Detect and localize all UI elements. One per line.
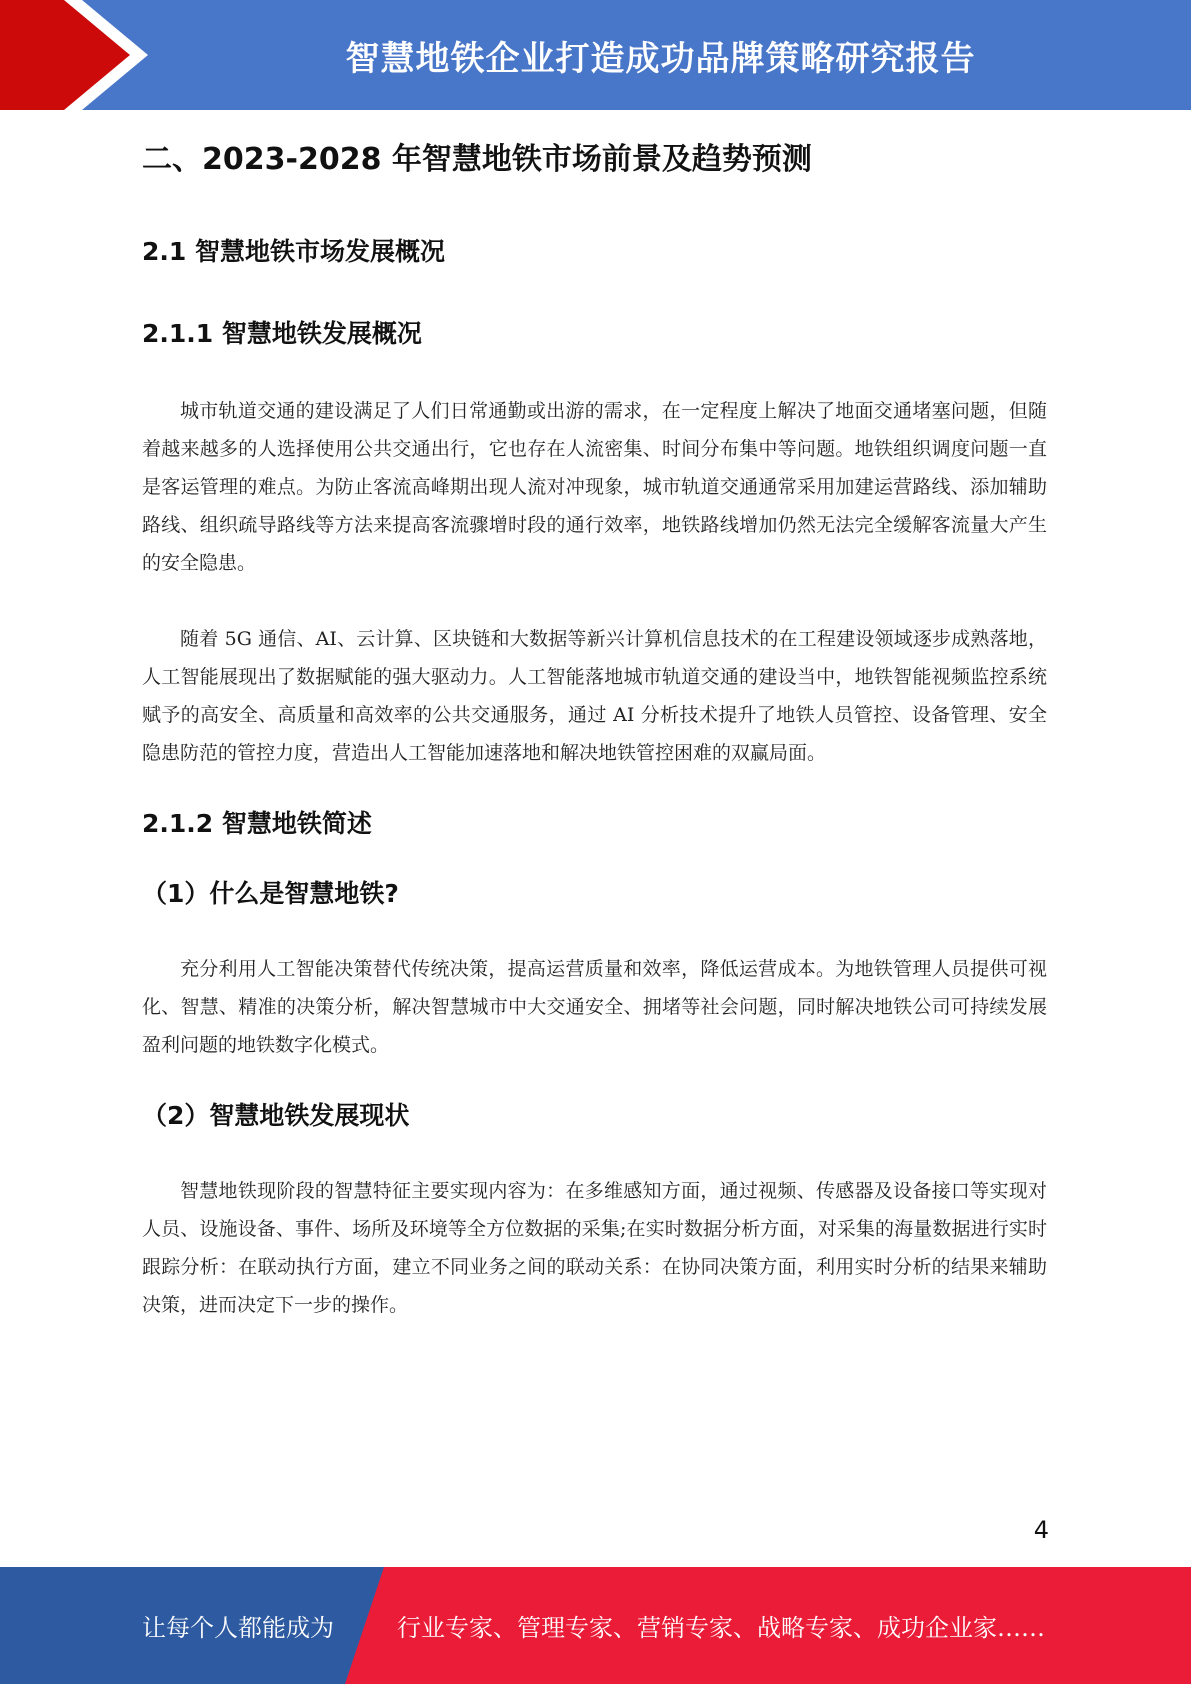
page-number: 4: [1033, 1516, 1049, 1544]
paragraph-1: 城市轨道交通的建设满足了人们日常通勤或出游的需求，在一定程度上解决了地面交通堵塞问题，但随着越来越多的人选择使用公共交通出行，它也存在人流密集、时间分布集中等问题。地铁组织调度问题一直是客运管理的难点。为防止客流高峰期出现人流对冲现象，城市轨道交通通常采用加建运营路线、添加辅助路线、组织疏导路线等方法来提高客流骤增时段的通行效率，地铁路线增加仍然无法完全缓解客流量大产生的安全隐患。: [142, 400, 1047, 574]
document-body: [142, 130, 1047, 1324]
footer-slogan-right: 行业专家、管理专家、营销专家、战略专家、成功企业家……: [397, 1614, 1045, 1642]
paragraph-3: 充分利用人工智能决策替代传统决策，提高运营质量和效率，降低运营成本。为地铁管理人员提供可视化、智慧、精准的决策分析，解决智慧城市中大交通安全、拥堵等社会问题，同时解决地铁公司可持续发展盈利问题的地铁数字化模式。: [142, 958, 1047, 1056]
subsection-2-1-2-heading: 2.1.2 智慧地铁简述: [142, 809, 372, 838]
question-2-heading: （2）智慧地铁发展现状: [142, 1101, 410, 1130]
page-header-banner: [0, 0, 1191, 110]
footer-slogan-left: 让每个人都能成为: [142, 1614, 334, 1642]
subsection-2-1-1-heading: 2.1.1 智慧地铁发展概况: [142, 319, 422, 348]
paragraph-2: 随着 5G 通信、AI、云计算、区块链和大数据等新兴计算机信息技术的在工程建设领域逐步成熟落地，人工智能展现出了数据赋能的强大驱动力。人工智能落地城市轨道交通的建设当中，地铁智能视频监控系统赋予的高安全、高质量和高效率的公共交通服务，通过 AI 分析技术提升了地铁人员管控、设备管理、安全隐患防范的管控力度，营造出人工智能加速落地和解决地铁管控困难的双赢局面。: [142, 628, 1047, 764]
report-title: 智慧地铁企业打造成功品牌策略研究报告: [345, 38, 976, 79]
paragraph-4: 智慧地铁现阶段的智慧特征主要实现内容为：在多维感知方面，通过视频、传感器及设备接口等实现对人员、设施设备、事件、场所及环境等全方位数据的采集;在实时数据分析方面，对采集的海量数据进行实时跟踪分析：在联动执行方面，建立不同业务之间的联动关系：在协同决策方面，利用实时分析的结果来辅助决策，进而决定下一步的操作。: [142, 1180, 1047, 1316]
subsection-2-1-heading: 2.1 智慧地铁市场发展概况: [142, 237, 445, 266]
question-1-heading: （1）什么是智慧地铁?: [142, 879, 399, 908]
page-footer-banner: [0, 1567, 1191, 1684]
header-red-arrow-icon: [0, 0, 160, 110]
section-heading: 二、2023-2028 年智慧地铁市场前景及趋势预测: [142, 142, 812, 177]
